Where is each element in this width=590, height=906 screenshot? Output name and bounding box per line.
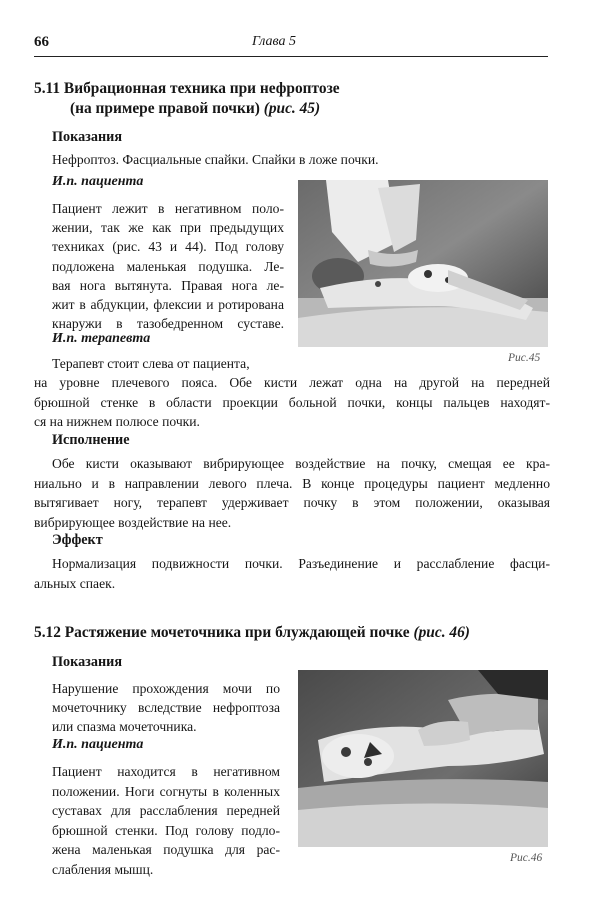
section-512-figure-ref: (рис. 46) [413, 624, 470, 641]
figure-45-caption: Рис.45 [508, 352, 541, 364]
section-511-title-line1: 5.11 Вибрационная техника при нефроптозе [34, 80, 340, 97]
section-512-indications-heading: Показания [52, 654, 123, 670]
text-line: Обе кисти оказывают вибрирующее воздействие на почку, смещая ее кра- [52, 456, 550, 471]
text-line: мочеточнику вследствие нефроптоза [52, 700, 280, 716]
figure-46-caption: Рис.46 [510, 852, 543, 864]
section-511-indications-heading: Показания [52, 129, 123, 145]
section-511-therapist-heading: И.п. терапевта [52, 331, 151, 346]
text-line: или спазма мочеточника. [52, 719, 197, 735]
text-line: вая нога вытянута. Правая нога ле- [52, 277, 284, 293]
section-511-effect-text [34, 554, 550, 593]
text-line: жит в абдукции, флексии и ротирована [52, 297, 284, 313]
text-line: подложена маленькая подушка. Ле- [52, 258, 284, 274]
text-line: вытягивает ногу, терапевт удерживает почку в этом положении, оказывая [34, 495, 550, 510]
text-line: кнаружи в тазобедренном суставе. [52, 316, 284, 332]
page-number: 66 [34, 34, 49, 50]
section-511-therapist-line1: Терапевт стоит слева от пациента, [52, 356, 250, 371]
text-line: на уровне плечевого пояса. Обе кисти лежат одна на другой на передней [34, 375, 550, 390]
text-line: слабления мышц. [52, 861, 154, 877]
section-511-therapist-text [34, 373, 550, 432]
text-line: альных спаек. [34, 575, 116, 591]
text-line: техниках (рис. 43 и 44). Под голову [52, 239, 284, 255]
running-header [34, 34, 548, 57]
section-511-indications-text: Нефроптоз. Фасциальные спайки. Спайки в ложе почки. [52, 152, 379, 167]
section-511-execution-text [34, 454, 550, 532]
chapter-title: Глава 5 [252, 34, 296, 49]
text-line: брюшной стенке в области проекции больной почки, концы пальцев находят- [34, 394, 550, 410]
text-line: суставах для расслабления передней [52, 803, 280, 819]
section-512-title: 5.12 Растяжение мочеточника при блуждающей почке (рис. 46) [34, 624, 470, 641]
text-line: ниально и в направлении левого плеча. В конце процедуры пациент медленно [34, 475, 550, 491]
section-511-execution-heading: Исполнение [52, 432, 130, 448]
figure-46-photo [298, 670, 548, 847]
section-511-figure-ref: (рис. 45) [263, 100, 321, 117]
text-line: Нарушение прохождения мочи по [52, 681, 280, 696]
text-line: брюшной стенки. Под голову подло- [52, 822, 280, 838]
text-line: положении. Ноги согнуты в коленных [52, 783, 280, 799]
text-line: вибрирующее воздействие на нее. [34, 514, 232, 530]
text-line: ся на нижнем полюсе почки. [34, 414, 200, 429]
text-line: Пациент лежит в негативном поло- [52, 201, 284, 216]
text-line: Пациент находится в негативном [52, 764, 280, 779]
section-511-title-line2: (на примере правой почки) (рис. 45) [70, 100, 321, 117]
section-512-indications-text [52, 679, 280, 737]
text-line: Нормализация подвижности почки. Разъединение и расслабление фасци- [52, 556, 550, 571]
text-line: жена маленькая подушка для рас- [52, 842, 280, 858]
figure-45-photo [298, 180, 548, 347]
section-512-patient-text [52, 762, 280, 880]
section-511-effect-heading: Эффект [52, 532, 103, 548]
text-line: жении, так же как при предыдущих [52, 220, 284, 236]
section-512-patient-heading: И.п. пациента [52, 737, 144, 752]
section-511-patient-heading: И.п. пациента [52, 174, 144, 189]
section-511-patient-text [52, 199, 284, 333]
